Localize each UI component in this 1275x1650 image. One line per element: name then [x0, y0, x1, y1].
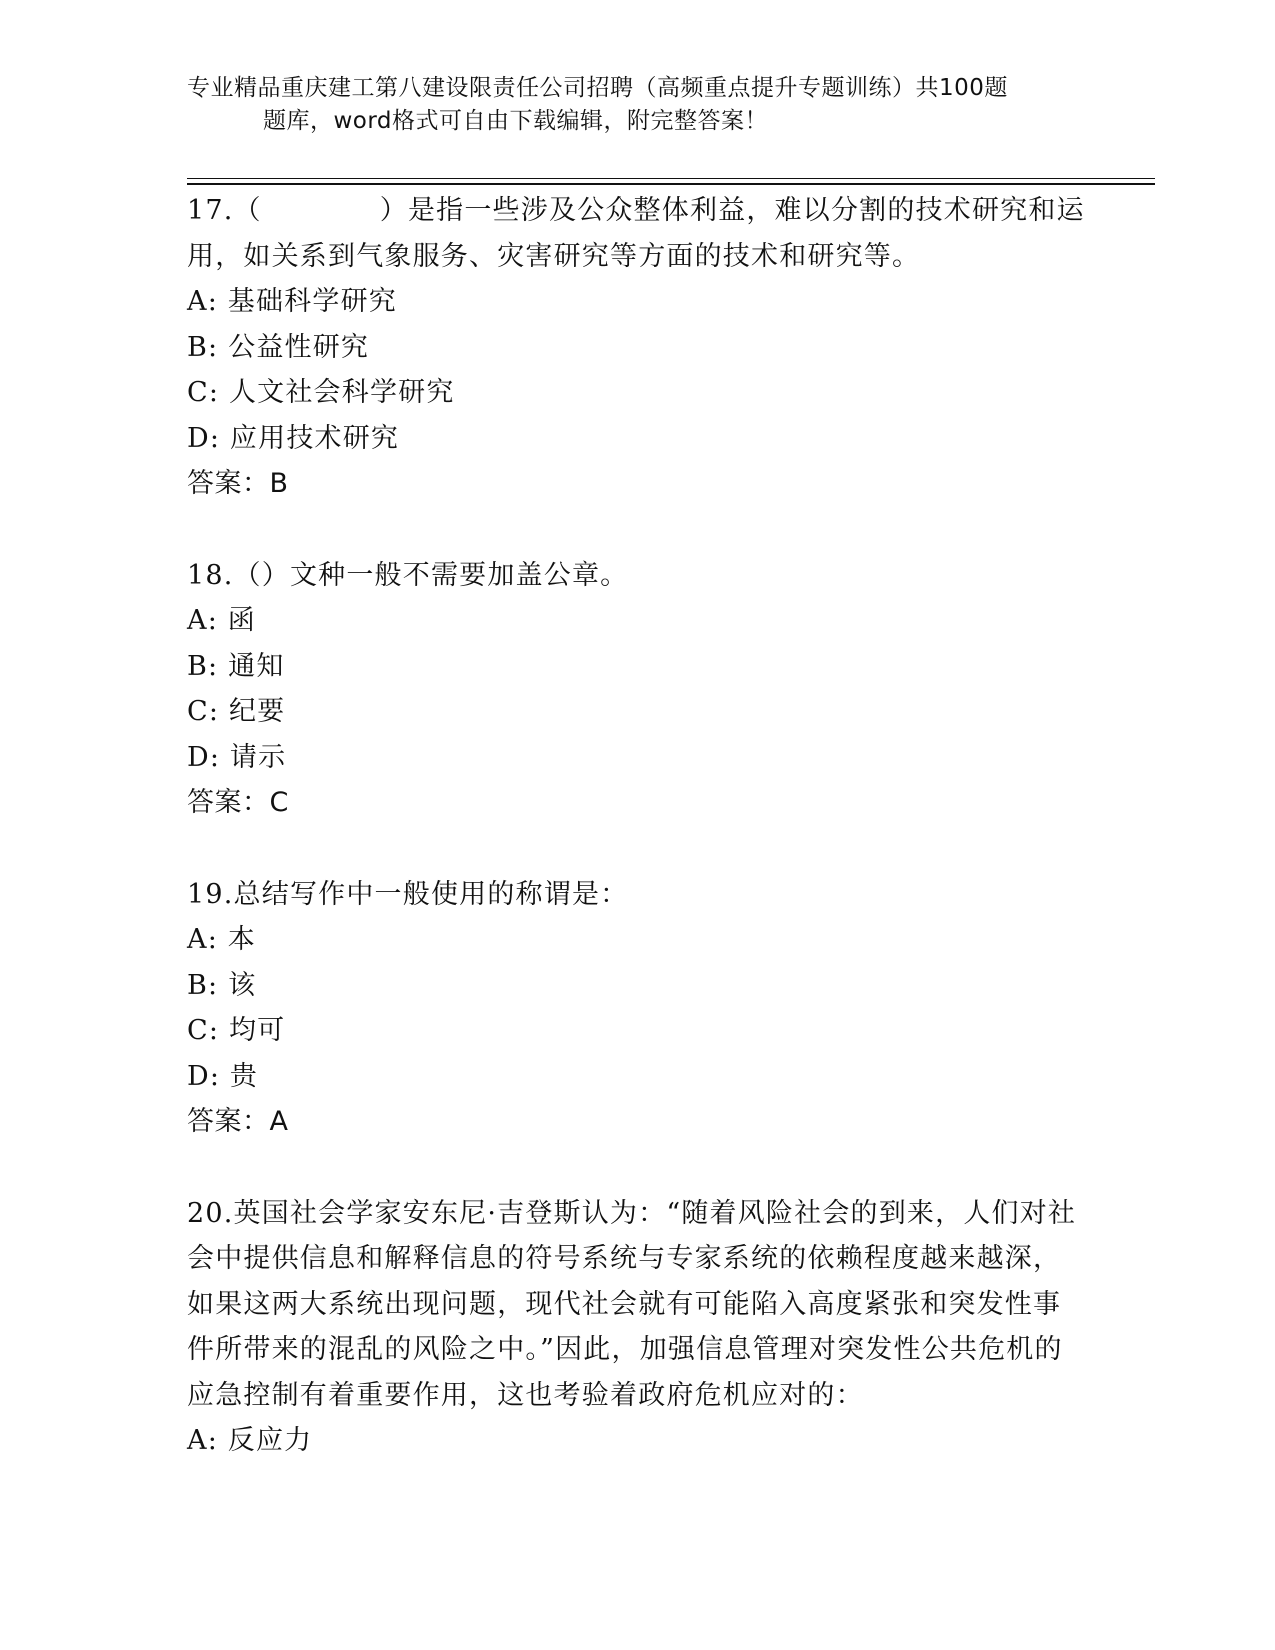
spacer — [187, 826, 1087, 872]
question-20 — [187, 1191, 1087, 1464]
header-title-line-2: 题库，word格式可自由下载编辑，附完整答案！ — [263, 108, 769, 134]
question-stem: 18.（）文种一般不需要加盖公章。 — [187, 559, 629, 591]
question-stem-prefix: 17.（ — [187, 195, 262, 226]
option-d: D: 请示 — [187, 741, 287, 773]
option-a: A: 基础科学研究 — [187, 286, 397, 317]
question-list — [187, 188, 1087, 1464]
question-stem-suffix: ）是指一些涉及公众整体利益，难以分割的技术研究和运用，如关系到气象服务、灾害研究等方面的技术和研究等。 — [187, 195, 1085, 272]
option-b: B: 该 — [187, 969, 257, 1001]
header-divider-thin — [187, 178, 1155, 179]
option-d: D: 应用技术研究 — [187, 422, 400, 454]
question-stem — [187, 188, 1087, 279]
option-b: B: 公益性研究 — [187, 331, 370, 363]
option-c: C: 均可 — [187, 1015, 286, 1046]
header-title-line-1: 专业精品重庆建工第八建设限责任公司招聘（高频重点提升专题训练）共100题 — [187, 75, 1008, 101]
answer-line: 答案：A — [187, 1106, 289, 1137]
option-a: A: 本 — [187, 924, 256, 955]
question-stem: 20.英国社会学家安东尼·吉登斯认为：“随着风险社会的到来，人们对社会中提供信息和解释信息的符号系统与专家系统的依赖程度越来越深，如果这两大系统出现问题，现代社会就有可能陷入高度紧张和突发性事件所带来的混乱的风险之中。”因此，加强信息管理对突发性公共危机的应急控制有着重要作用，这也考验着政府危机应对的： — [187, 1197, 1077, 1411]
spacer — [187, 1145, 1087, 1191]
question-stem: 19.总结写作中一般使用的称谓是： — [187, 878, 629, 910]
question-17 — [187, 188, 1087, 507]
document-header — [187, 72, 1067, 138]
answer-line: 答案：C — [187, 787, 289, 818]
header-divider-thick — [187, 183, 1155, 185]
question-19 — [187, 872, 1087, 1145]
question-18 — [187, 553, 1087, 826]
spacer — [187, 507, 1087, 553]
option-c: C: 纪要 — [187, 696, 286, 727]
option-c: C: 人文社会科学研究 — [187, 377, 455, 408]
option-a: A: 函 — [187, 605, 256, 636]
option-b: B: 通知 — [187, 650, 285, 682]
option-a: A: 反应力 — [187, 1425, 313, 1456]
option-d: D: 贵 — [187, 1060, 259, 1092]
answer-line: 答案：B — [187, 468, 289, 499]
